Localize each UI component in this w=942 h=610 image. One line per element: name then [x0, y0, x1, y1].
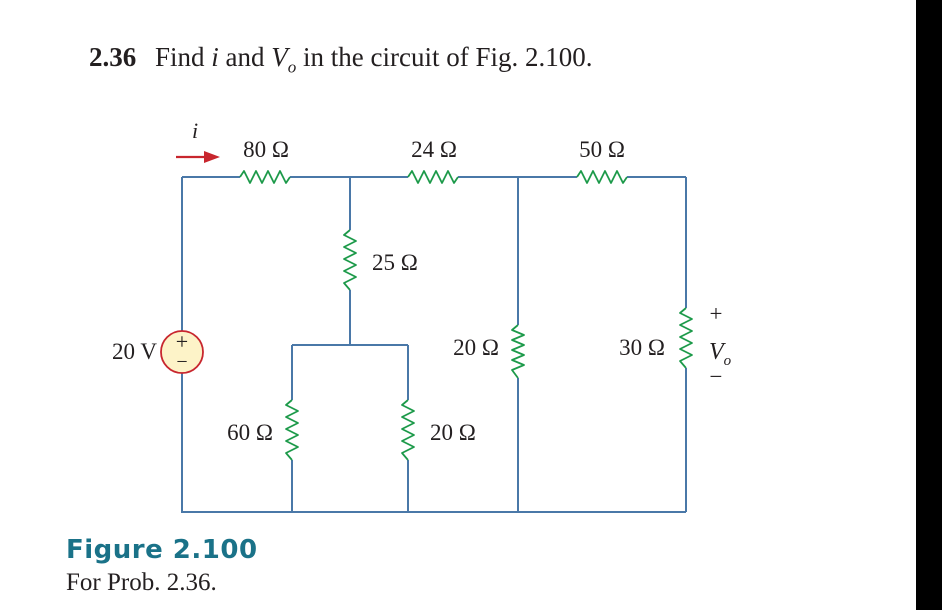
voltage-source	[161, 329, 203, 373]
wire-inner-loop	[292, 345, 408, 512]
label-60-ohm: 60 Ω	[227, 420, 273, 445]
source-minus-sign: −	[176, 351, 188, 373]
vo-plus-sign: +	[709, 301, 723, 326]
resistor-24-ohm	[408, 171, 458, 183]
resistor-50-ohm	[577, 171, 627, 183]
label-24-ohm: 24 Ω	[411, 137, 457, 162]
source-plus-sign: +	[175, 329, 189, 354]
current-arrow-head	[204, 151, 220, 163]
label-source: 20 V	[112, 339, 157, 364]
resistor-20-ohm-right-inner	[512, 325, 524, 378]
label-50-ohm: 50 Ω	[579, 137, 625, 162]
resistor-60-ohm	[286, 400, 298, 460]
figure-title: Figure 2.100	[66, 535, 258, 565]
wires	[182, 177, 686, 512]
problem-text-before: Find	[155, 42, 205, 72]
vo-letter: V	[709, 339, 724, 365]
resistor-20-ohm-bottom	[402, 400, 414, 460]
current-arrow	[176, 118, 220, 163]
right-edge-bar	[916, 0, 942, 610]
resistor-80-ohm	[240, 171, 290, 183]
problem-var-v-letter: V	[271, 42, 288, 72]
resistor-30-ohm	[680, 308, 692, 368]
vo-label	[709, 301, 732, 389]
label-20-ohm-right-inner: 20 Ω	[453, 335, 499, 360]
resistors	[240, 171, 692, 460]
problem-var-i: i	[211, 42, 219, 72]
resistor-25-ohm	[344, 230, 356, 290]
problem-text-after: in the circuit of Fig. 2.100.	[303, 42, 593, 72]
problem-text-and: and	[225, 42, 265, 72]
label-20-ohm-bottom: 20 Ω	[430, 420, 476, 445]
wire-left-branch	[182, 177, 686, 512]
vo-subscript: o	[723, 353, 732, 369]
label-80-ohm: 80 Ω	[243, 137, 289, 162]
labels	[112, 137, 665, 445]
current-label: i	[191, 118, 199, 143]
problem-number: 2.36	[89, 42, 137, 72]
label-25-ohm: 25 Ω	[372, 250, 418, 275]
vo-minus-sign: −	[709, 364, 723, 389]
figure-caption: For Prob. 2.36.	[66, 569, 217, 596]
problem-var-v-sub: o	[287, 57, 297, 77]
label-30-ohm: 30 Ω	[619, 335, 665, 360]
